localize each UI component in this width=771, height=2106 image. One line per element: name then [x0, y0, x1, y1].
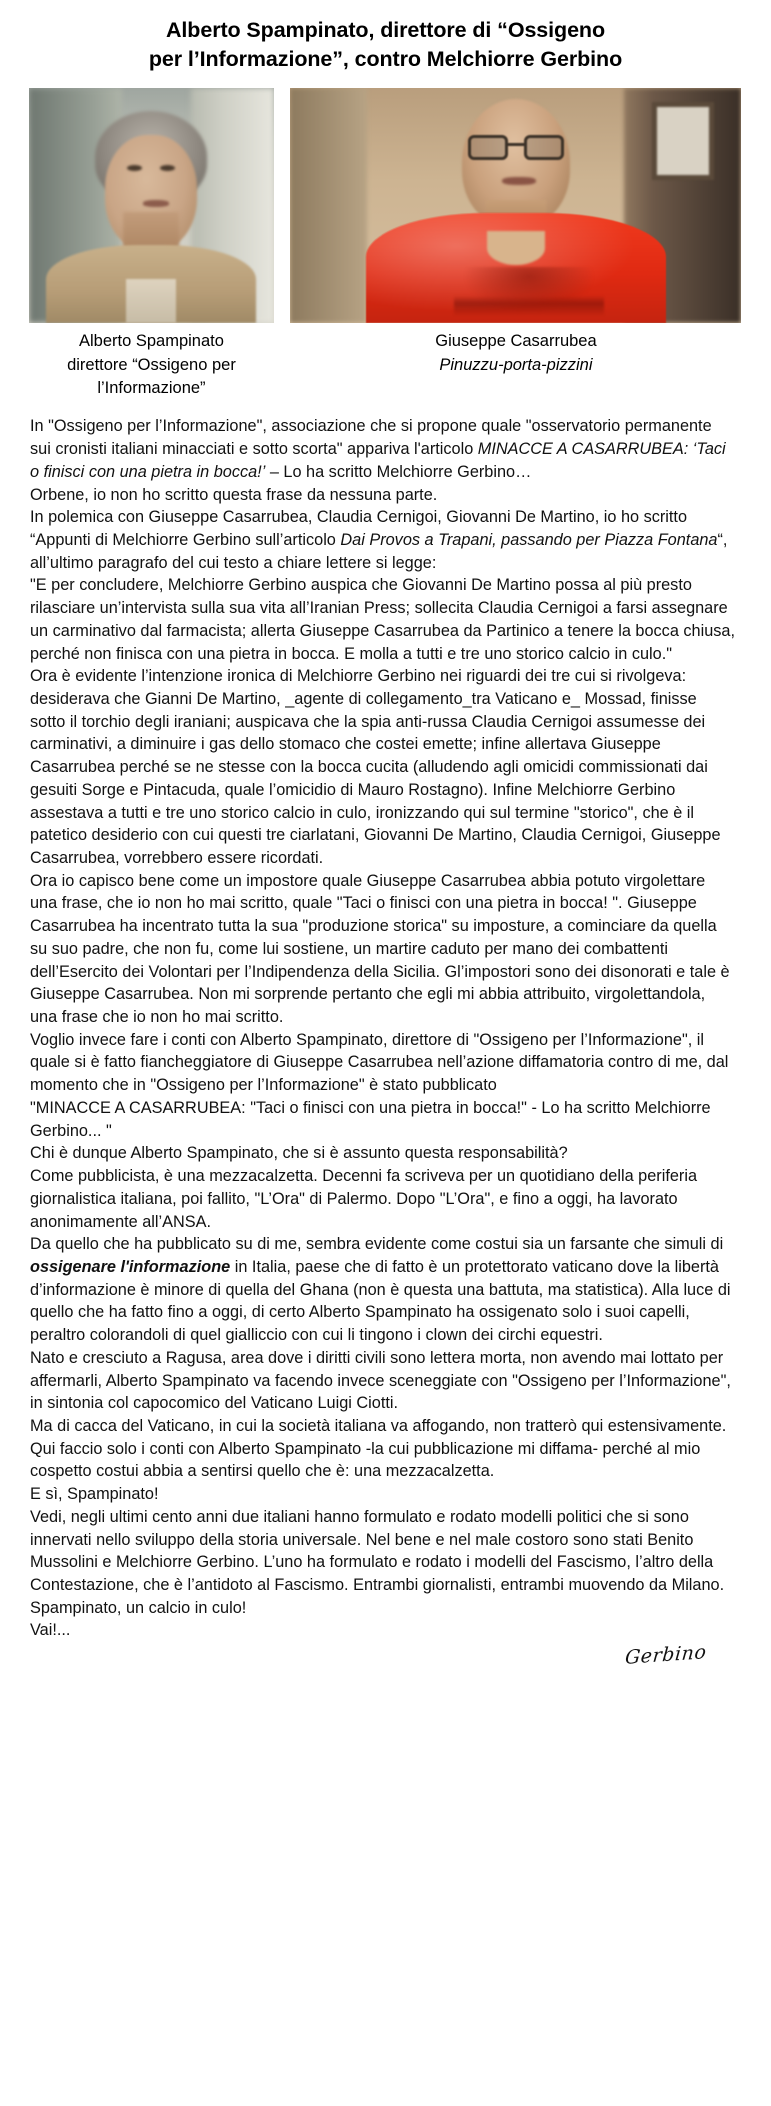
text-run: Ora è evidente l’intenzione ironica di Melchiorre Gerbino nei riguardi dei tre cui si rivolgeva: desiderava che Gianni De Martino, _agente di collegamento_tra Vaticano e_ Mossad, finisse sotto il torchio degli iraniani; auspicava che la spia anti-russa Claudia Cernigoi assumesse dei carminativi, a diminuire i gas dello stomaco che costei emette; infine allertava Giuseppe Casarrubea perché se ne stesse con la bocca cucita (alludendo agli omicidi commissionati dai gesuiti Sorge e Pintacuda, quale l’omicidio di Mauro Rostagno). Infine Melchiorre Gerbino assestava a tutti e tre uno storico calcio in culo, ironizzando qui sul termine "storico", che è il patetico desiderio con cui questi tre ciarlatani, Giovanni De Martino, Claudia Cernigoi, Giuseppe Casarrubea, vorrebbero essere ricordati. — [30, 667, 721, 868]
article-paragraph — [30, 1506, 735, 1597]
article-paragraph — [30, 1029, 735, 1097]
article-paragraph — [30, 1438, 735, 1483]
text-run: "MINACCE A CASARRUBEA: "Taci o finisci con una pietra in bocca!" - Lo ha scritto Melchiorre Gerbino... " — [30, 1098, 711, 1140]
text-run: Come pubblicista, è una mezzacalzetta. Decenni fa scriveva per un quotidiano della periferia giornalistica italiana, poi fallito, "L’Ora" di Palermo. Dopo "L’Ora", e fino a oggi, ha lavorato anonimamente all’ANSA. — [30, 1167, 697, 1231]
photo-caption-casarrubea — [435, 330, 596, 378]
text-run: Vedi, negli ultimi cento anni due italiani hanno formulato e rodato modelli politici che si sono innervati nello sviluppo della storia universale. Nel bene e nel male costoro sono stati Benito Mussolini e Melchiorre Gerbino. L’uno ha formulato e rodato i modelli del Fascismo, l’altro della Contestazione, che è l’antidoto al Fascismo. Entrambi giornalisti, entrambi muovendo da Milano. — [30, 1507, 725, 1595]
text-run: – Lo ha scritto Melchiorre Gerbino… — [265, 462, 532, 481]
article-paragraph — [30, 506, 735, 574]
article-paragraph — [30, 574, 735, 665]
article-paragraph — [30, 1597, 735, 1620]
article-paragraph — [30, 665, 735, 869]
handwritten-signature: Gerbino — [624, 1641, 708, 1670]
caption-role-casarrubea: Pinuzzu-porta-pizzini — [439, 355, 593, 374]
photo-giuseppe-casarrubea — [290, 88, 741, 323]
text-run: Chi è dunque Alberto Spampinato, che si è assunto questa responsabilità? — [30, 1144, 568, 1163]
signature-row — [0, 1642, 771, 1686]
article-paragraph — [30, 1233, 735, 1347]
text-run: Ma di cacca del Vaticano, in cui la società italiana va affogando, non tratterò qui estensivamente. — [30, 1416, 727, 1435]
article-body — [0, 401, 771, 1642]
article-paragraph — [30, 1483, 735, 1506]
article-paragraph — [30, 1097, 735, 1142]
article-paragraph — [30, 1347, 735, 1415]
text-run: In "Ossigeno per l’Informazione", associazione che si propone quale "osservatorio permanente sui cronisti italiani minacciati e sotto scorta" appariva l'articolo — [30, 417, 712, 459]
article-paragraph — [30, 870, 735, 1029]
article-paragraph — [30, 1415, 735, 1438]
text-run: Nato e cresciuto a Ragusa, area dove i diritti civili sono lettera morta, non avendo mai lottato per affermarli, Alberto Spampinato va facendo invece sceneggiate con "Ossigeno per l’Informazione", in sintonia col capocomico del Vaticano Luigi Ciotti. — [30, 1348, 731, 1413]
text-run: In polemica con Giuseppe Casarrubea, Claudia Cernigoi, Giovanni De Martino, io ho scritto “Appunti di Melchiorre Gerbino sull’articolo — [30, 508, 688, 549]
caption-name-casarrubea: Giuseppe Casarrubea — [435, 331, 597, 350]
italic-run: Dai Provos a Trapani, passando per Piazza Fontana — [340, 530, 718, 549]
text-run: Qui faccio solo i conti con Alberto Spampinato -la cui pubblicazione mi diffama- perché al mio cospetto costui abbia a sentirsi quello che è: una mezzacalzetta. — [30, 1439, 701, 1481]
caption-name-spampinato: Alberto Spampinato — [78, 331, 224, 350]
text-run: Spampinato, un calcio in culo! — [30, 1598, 247, 1617]
page-title — [0, 0, 771, 80]
title-line-1: Alberto Spampinato, direttore di “Ossigeno — [166, 18, 605, 42]
bold-italic-run: ossigenare l'informazione — [30, 1257, 231, 1276]
text-run: Orbene, io non ho scritto questa frase da nessuna parte. — [30, 485, 438, 504]
photo-block-casarrubea — [282, 88, 750, 378]
article-paragraph — [30, 1142, 735, 1165]
title-line-2: per l’Informazione”, contro Melchiorre Gerbino — [148, 46, 623, 71]
text-run: Voglio invece fare i conti con Alberto Spampinato, direttore di "Ossigeno per l’Informazione", il quale si è fatto fiancheggiatore di Giuseppe Casarrubea nell’azione diffamatoria contro di me, dal momento che in "Ossigeno per l’Informazione" è stato pubblicato — [30, 1030, 729, 1095]
article-paragraph — [30, 1165, 735, 1233]
text-run: Da quello che ha pubblicato su di me, sembra evidente come costui sia un farsante che simuli di — [30, 1235, 724, 1254]
text-run: Vai!... — [30, 1621, 71, 1640]
photo-alberto-spampinato — [29, 88, 274, 323]
italic-run: MINACCE A CASARRUBEA: ‘Taci o finisci con una pietra in bocca!’ — [30, 440, 726, 481]
caption-role-spampinato: direttore “Ossigeno per l’Informazione” — [67, 355, 236, 398]
article-paragraph — [30, 484, 735, 507]
photo-row — [0, 80, 771, 402]
text-run: "E per concludere, Melchiorre Gerbino auspica che Giovanni De Martino possa al più presto rilasciare un’intervista sulla sua vita all’Iranian Press; sollecita Claudia Cernigoi a farsi assegnare un carminativo dal farmacista; allerta Giuseppe Casarrubea da Partinico a tenere la bocca chiusa, perché non finisca con una pietra in bocca. E molla a tutti e tre uno storico calcio in culo." — [30, 576, 735, 663]
article-paragraph — [30, 1619, 735, 1642]
article-paragraph — [30, 415, 735, 483]
text-run: “, all’ultimo paragrafo del cui testo a chiare lettere si legge: — [30, 530, 728, 572]
photo-caption-spampinato — [21, 330, 282, 402]
text-run: in Italia, paese che di fatto è un protettorato vaticano dove la libertà d’informazione è minore di quella del Ghana (non è questa una battuta, ma statistica). Alla luce di quello che ha fatto fino a oggi, di certo Alberto Spampinato ha ossigenato solo i suoi capelli, peraltro colorandoli di quel gialliccio con cui li tingono i clown dei circhi equestri. — [30, 1257, 731, 1345]
photo-block-spampinato — [21, 88, 282, 402]
text-run: E sì, Spampinato! — [30, 1485, 159, 1504]
text-run: Ora io capisco bene come un impostore quale Giuseppe Casarrubea abbia potuto virgolettare una frase, che io non ho mai scritto, quale "Taci o finisci con una pietra in bocca! ". Giuseppe Casarrubea ha incentrato tutta la sua "produzione storica" su imposture, a cominciare da quella su suo padre, che non fu, come lui sostiene, un martire caduto per mano dei combattenti dell’Esercito dei Volontari per l’Indipendenza della Sicilia. Gl’impostori sono dei disonorati e tale è Giuseppe Casarrubea. Non mi sorprende pertanto che egli mi abbia attribuito, virgolettandola, una frase che io non ho mai scritto. — [30, 871, 730, 1027]
